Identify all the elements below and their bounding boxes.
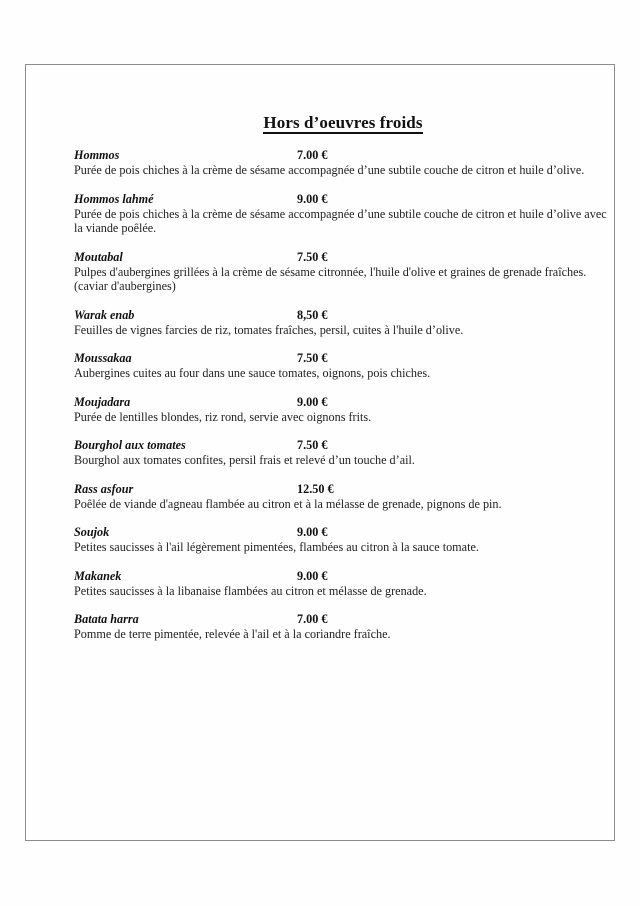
item-description: Purée de pois chiches à la crème de sésame accompagnée d’une subtile couche de citron et huile d’olive. bbox=[74, 163, 585, 177]
item-price: 9.00 € bbox=[297, 191, 328, 206]
item-price: 7.50 € bbox=[297, 351, 328, 365]
menu-item-moujadara bbox=[74, 395, 614, 425]
menu-item-moussakaa bbox=[74, 351, 614, 381]
item-name: Warak enab bbox=[74, 307, 135, 322]
item-price: 7.00 € bbox=[297, 148, 328, 162]
item-header bbox=[74, 482, 614, 497]
menu-title bbox=[0, 113, 640, 134]
menu-item-batata-harra bbox=[74, 612, 614, 642]
menu-item-rass-asfour bbox=[74, 482, 614, 512]
item-name: Makanek bbox=[74, 568, 122, 583]
menu-item-hommos-lahme bbox=[74, 192, 614, 236]
item-name: Rass asfour bbox=[74, 481, 134, 496]
menu-title-text: Hors d’oeuvres froids bbox=[263, 113, 423, 132]
menu-item-bourghol-aux-tomates bbox=[74, 438, 614, 468]
item-description: Purée de lentilles blondes, riz rond, servie avec oignons frits. bbox=[74, 409, 372, 424]
item-header bbox=[74, 612, 614, 627]
item-header bbox=[74, 525, 614, 540]
item-description: Bourghol aux tomates confites, persil frais et relevé d’un touche d’ail. bbox=[74, 453, 415, 467]
item-description: Pulpes d'aubergines grillées à la crème de sésame citronnée, l'huile d'olive et graines de grenade fraîches. (caviar d'aubergines) bbox=[74, 264, 587, 293]
item-name: Bourghol aux tomates bbox=[74, 438, 186, 452]
menu-list bbox=[74, 148, 614, 656]
item-header bbox=[74, 569, 614, 584]
item-price: 7.50 € bbox=[297, 438, 328, 452]
item-price: 7.50 € bbox=[297, 249, 328, 264]
menu-item-soujok bbox=[74, 525, 614, 555]
item-price: 8,50 € bbox=[297, 307, 328, 322]
item-name: Moujadara bbox=[74, 394, 131, 409]
item-name: Batata harra bbox=[74, 612, 139, 626]
item-name: Moussakaa bbox=[74, 351, 132, 365]
item-name: Soujok bbox=[74, 525, 110, 539]
item-price: 9.00 € bbox=[297, 525, 328, 539]
item-description: Petites saucisses à l'ail légèrement pimentées, flambées au citron à la sauce tomate. bbox=[74, 540, 479, 554]
item-price: 12.50 € bbox=[297, 481, 334, 496]
item-header bbox=[74, 438, 614, 453]
item-description: Aubergines cuites au four dans une sauce tomates, oignons, pois chiches. bbox=[74, 366, 431, 380]
item-price: 9.00 € bbox=[297, 394, 328, 409]
item-description: Purée de pois chiches à la crème de sésame accompagnée d’une subtile couche de citron et huile d’olive avec la viande poêlée. bbox=[74, 206, 607, 235]
item-header bbox=[74, 395, 614, 410]
item-description: Poêlée de viande d'agneau flambée au citron et à la mélasse de grenade, pignons de pin. bbox=[74, 496, 502, 511]
item-header bbox=[74, 148, 614, 163]
item-name: Hommos bbox=[74, 148, 120, 162]
item-header bbox=[74, 351, 614, 366]
menu-item-warak-enab bbox=[74, 308, 614, 338]
item-description: Pomme de terre pimentée, relevée à l'ail et à la coriandre fraîche. bbox=[74, 627, 391, 641]
item-name: Hommos lahmé bbox=[74, 191, 154, 206]
item-description: Feuilles de vignes farcies de riz, tomates fraîches, persil, cuites à l'huile d’olive. bbox=[74, 322, 464, 337]
menu-item-makanek bbox=[74, 569, 614, 599]
item-header bbox=[74, 250, 614, 265]
item-price: 9.00 € bbox=[297, 568, 328, 583]
item-price: 7.00 € bbox=[297, 612, 328, 626]
menu-item-moutabal bbox=[74, 250, 614, 294]
menu-item-hommos bbox=[74, 148, 614, 178]
item-header bbox=[74, 308, 614, 323]
item-header bbox=[74, 192, 614, 207]
item-name: Moutabal bbox=[74, 249, 123, 264]
item-description: Petites saucisses à la libanaise flambées au citron et mélasse de grenade. bbox=[74, 583, 427, 598]
